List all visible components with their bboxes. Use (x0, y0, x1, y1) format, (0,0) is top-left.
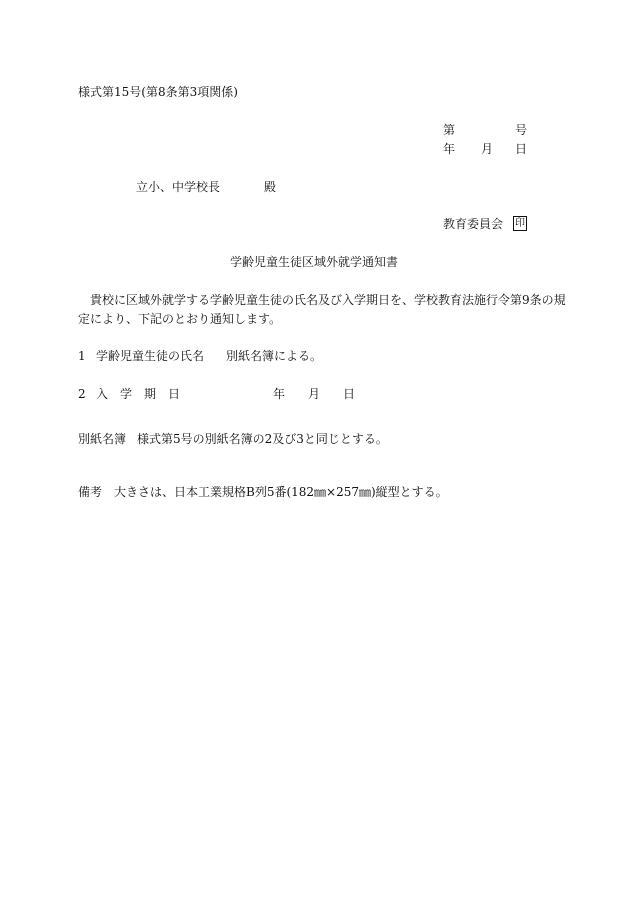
sender-name: 教育委員会 (443, 217, 504, 231)
date-year: 年 (443, 142, 456, 156)
date-day: 日 (515, 142, 528, 156)
appendix-label: 別紙名簿 (78, 432, 127, 446)
note-label: 備考 (78, 485, 103, 499)
item1-value: 別紙名簿による。 (226, 349, 323, 363)
body-line-2: 定により、下記のとおり通知します。 (78, 312, 282, 326)
addressee-school: 立小、中学校長 (136, 180, 221, 194)
appendix-text: 様式第5号の別紙名簿の2及び3と同じとする。 (137, 432, 388, 446)
note-text: 大きさは、日本工業規格B列5番(182㎜×257㎜)縦型とする。 (114, 485, 448, 499)
item2-month: 月 (308, 387, 321, 401)
document-title: 学齢児童生徒区域外就学通知書 (230, 255, 399, 269)
date-month: 月 (481, 142, 494, 156)
body-line-1: 貴校に区域外就学する学齢児童生徒の氏名及び入学期日を、学校教育法施行令第9条の規 (90, 293, 566, 307)
item2-day: 日 (343, 387, 356, 401)
item2-year: 年 (273, 387, 286, 401)
form-label: 様式第15号(第8条第3項関係) (78, 85, 238, 99)
number-prefix: 第 (443, 123, 456, 137)
item2-label: 入 学 期 日 (96, 387, 181, 401)
addressee-honorific: 殿 (264, 180, 277, 194)
seal-mark: 印 (513, 216, 527, 231)
item2-number: 2 (78, 387, 86, 401)
item1-number: 1 (78, 349, 86, 363)
item1-label: 学齢児童生徒の氏名 (96, 349, 205, 363)
number-suffix: 号 (515, 123, 528, 137)
